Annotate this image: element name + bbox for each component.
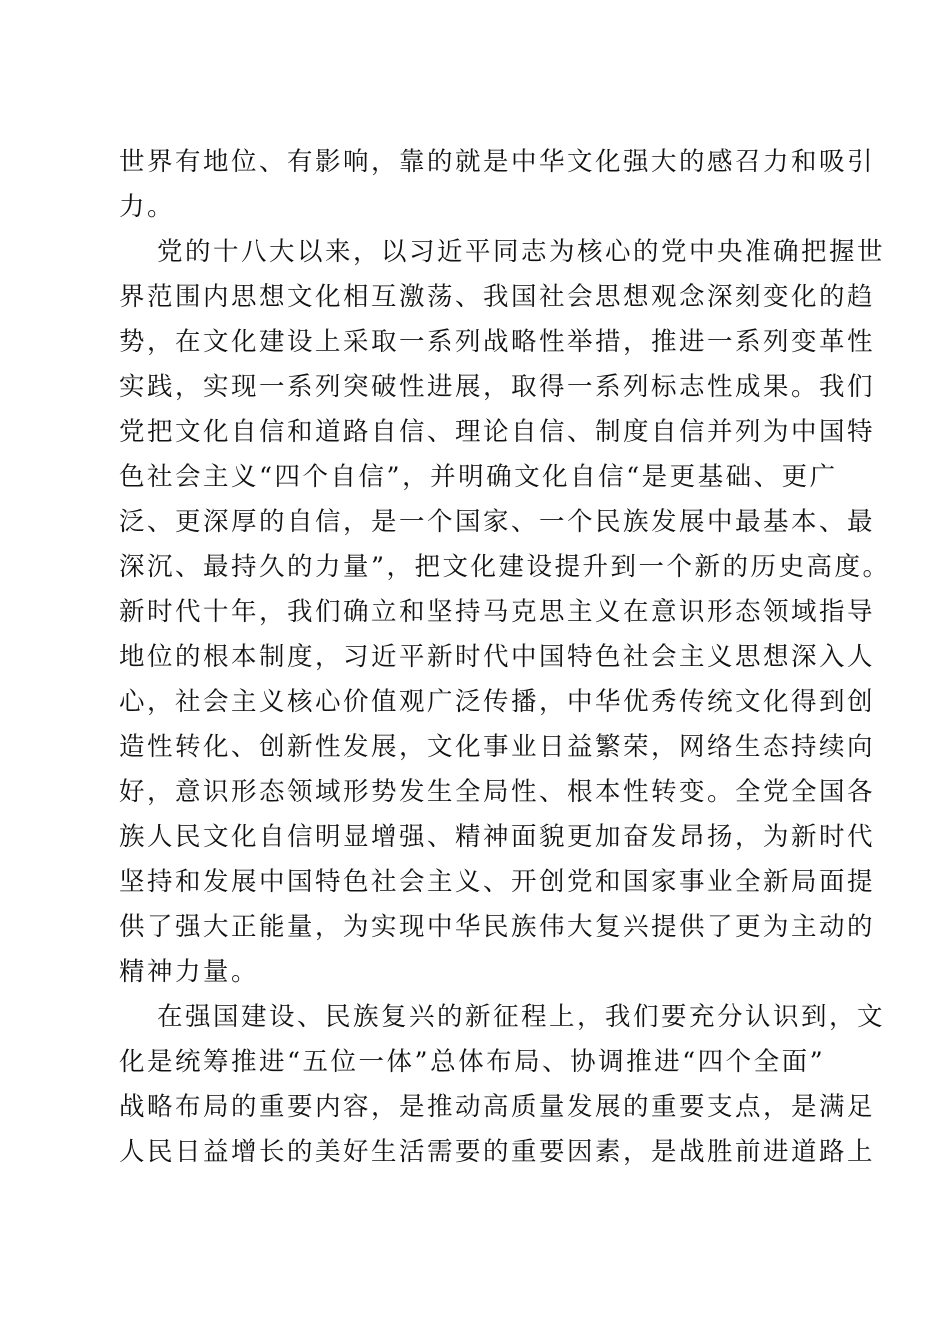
text-line: 族人民文化自信明显增强、精神面貌更加奋发昂扬，为新时代 xyxy=(119,822,876,852)
text-line: 力。 xyxy=(119,192,176,222)
text-line: 新时代十年，我们确立和坚持马克思主义在意识形态领域指导 xyxy=(119,597,876,627)
text-line: 泛、更深厚的自信，是一个国家、一个民族发展中最基本、最 xyxy=(119,507,876,537)
text-line: 实践，实现一系列突破性进展，取得一系列标志性成果。我们 xyxy=(119,372,876,402)
text-line: 地位的根本制度，习近平新时代中国特色社会主义思想深入人 xyxy=(119,642,876,672)
body-text xyxy=(119,140,891,1175)
paragraph-start-line: 党的十八大以来，以习近平同志为核心的党中央准确把握世 xyxy=(157,237,886,267)
text-line: 势，在文化建设上采取一系列战略性举措，推进一系列变革性 xyxy=(119,327,876,357)
text-line: 党把文化自信和道路自信、理论自信、制度自信并列为中国特 xyxy=(119,417,876,447)
text-line: 世界有地位、有影响，靠的就是中华文化强大的感召力和吸引 xyxy=(119,147,876,177)
text-line: 造性转化、创新性发展，文化事业日益繁荣，网络生态持续向 xyxy=(119,732,876,762)
text-line: 深沉、最持久的力量”，把文化建设提升到一个新的历史高度。 xyxy=(119,552,891,582)
text-line: 供了强大正能量，为实现中华民族伟大复兴提供了更为主动的 xyxy=(119,912,876,942)
paragraph-start-line: 在强国建设、民族复兴的新征程上，我们要充分认识到，文 xyxy=(157,1002,886,1032)
text-line: 精神力量。 xyxy=(119,957,260,987)
text-line: 战略布局的重要内容，是推动高质量发展的重要支点，是满足 xyxy=(119,1092,876,1122)
text-line: 好，意识形态领域形势发生全局性、根本性转变。全党全国各 xyxy=(119,777,876,807)
text-line: 人民日益增长的美好生活需要的重要因素，是战胜前进道路上 xyxy=(119,1137,876,1167)
text-line: 界范围内思想文化相互激荡、我国社会思想观念深刻变化的趋 xyxy=(119,282,876,312)
text-line: 色社会主义“四个自信”，并明确文化自信“是更基础、更广 xyxy=(119,462,838,492)
text-line: 心，社会主义核心价值观广泛传播，中华优秀传统文化得到创 xyxy=(119,687,876,717)
text-line: 化是统筹推进“五位一体”总体布局、协调推进“四个全面” xyxy=(119,1047,826,1077)
text-line: 坚持和发展中国特色社会主义、开创党和国家事业全新局面提 xyxy=(119,867,876,897)
